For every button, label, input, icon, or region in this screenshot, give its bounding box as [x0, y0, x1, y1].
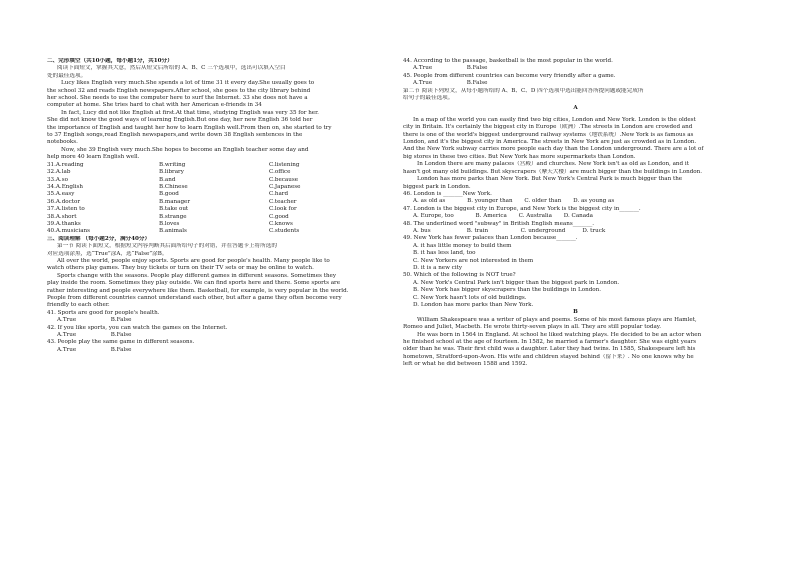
option-b[interactable]: B. train [466, 227, 489, 234]
option-b[interactable]: B.take out [159, 206, 189, 213]
option-c[interactable]: C.listening [269, 161, 300, 168]
cloze-line: help more 40 learn English well. [47, 154, 140, 161]
option-c[interactable]: C.knows [269, 220, 293, 227]
option-b[interactable]: B.Chinese [159, 183, 188, 190]
question-44: 44. According to the passage, basketball is the most popular in the world. [403, 58, 613, 64]
tf-options [47, 317, 392, 324]
option-false[interactable]: B.False [110, 332, 132, 339]
passage-line: All over the world, people enjoy sports. Sports are good for people's health. Many people like to [57, 257, 330, 264]
section3-part2-instruction-cont: 给句子的最佳选项。 [403, 95, 454, 102]
option-true[interactable]: A.True [413, 80, 433, 87]
option-a[interactable]: 39.A.thanks [47, 220, 81, 227]
cloze-option-row [47, 169, 392, 176]
option-a[interactable]: A. bus [413, 227, 431, 234]
cloze-line: Now, she 39 English very much.She hopes to become an English teacher some day and [61, 146, 309, 153]
tf-options [403, 80, 748, 87]
option-false[interactable]: B.False [110, 346, 132, 353]
option-true[interactable]: A.True [57, 317, 77, 324]
option-a[interactable]: 40.A.musicians [47, 228, 91, 235]
cloze-option-row [47, 206, 392, 213]
passage-line: there is one of the world's biggest underground railway systems（地铁系统）.New York is as famous as [403, 131, 694, 138]
question-42: 42. If you like sports, you can watch the games on the Internet. [47, 324, 228, 331]
passage-line: London, and it's the biggest city in America. The streets in New York are just as crowded as in London. [403, 139, 697, 146]
passage-b-label: B [573, 309, 578, 316]
q47-options [403, 213, 748, 220]
option-a[interactable]: A. New York's Central Park isn't bigger than the biggest park in London. [413, 279, 620, 286]
option-true[interactable]: A.True [413, 65, 433, 72]
option-a[interactable]: 36.A.doctor [47, 198, 81, 205]
option-b[interactable]: B.strange [159, 213, 187, 220]
option-d[interactable]: D. truck [582, 227, 606, 234]
question-49: 49. New York has fewer palaces than London because_______. [403, 235, 578, 242]
passage-line: In London there are many palaces（宫殿）and churches. New York isn't as old as London, and it [417, 161, 689, 168]
option-b[interactable]: B.and [159, 176, 176, 183]
option-true[interactable]: A.True [57, 332, 77, 339]
option-false[interactable]: B.False [466, 65, 488, 72]
cloze-option-row [47, 214, 392, 221]
option-false[interactable]: B.False [466, 80, 488, 87]
option-b[interactable]: B. younger than [467, 198, 513, 205]
section3-part1-instruction-cont: 对应选项涂黑，选“True”涂A，选“False”涂B。 [47, 250, 168, 257]
option-c[interactable]: C.teacher [269, 198, 297, 205]
option-c[interactable]: C.Japanese [269, 183, 301, 190]
option-c[interactable]: C.office [269, 169, 291, 176]
passage-line: In a map of the world you can easily find two big cities, London and New York. London is the oldest [413, 116, 696, 123]
cloze-option-row [47, 228, 392, 235]
option-a[interactable]: 33.A.so [47, 176, 68, 183]
option-c[interactable]: C.hard [269, 191, 289, 198]
left-column [47, 58, 392, 354]
option-a[interactable]: 32.A.lab [47, 169, 71, 176]
section3-part1-instruction: 第一节 阅读下面短文，根据短文内容判断其后面所给句子的对错，并在答题卡上将所选的 [57, 243, 277, 250]
option-d[interactable]: D. it is a new city [413, 264, 463, 271]
option-c[interactable]: C.good [269, 213, 289, 220]
question-41: 41. Sports are good for people's health. [47, 309, 160, 316]
section3-heading: 三、阅读理解 （每小题2分，满分40分） [47, 235, 151, 242]
question-46: 46. London is _______New York. [403, 190, 492, 197]
passage-line: He was born in 1564 in England. At school he liked watching plays. He decided to be an actor when [417, 331, 702, 338]
option-c[interactable]: C. underground [520, 227, 566, 234]
cloze-line: Lucy likes English very much.She spends a lot of time 31 it every day.She usually goes to [61, 80, 315, 87]
option-c[interactable]: C. Australia [518, 213, 552, 220]
option-b[interactable]: B. America [475, 213, 507, 220]
cloze-line: the importance of English and taught her how to learn English well.From then on, she started to try [47, 124, 332, 131]
option-d[interactable]: D. as young as [573, 198, 615, 205]
option-a[interactable]: A. Europe, too [413, 213, 454, 220]
passage-line: biggest park in London. [403, 183, 471, 190]
passage-line: Sports change with the seasons. People play different games in different seasons. Sometimes they [57, 272, 337, 279]
cloze-line: computer at home. She tries hard to chat with her American e-friends in 34 [47, 102, 262, 109]
question-45: 45. People from different countries can become very friendly after a game. [403, 72, 616, 79]
cloze-option-row [47, 221, 392, 228]
cloze-line: She did not know the good ways of learning English.But one day, her new English 36 told her [47, 117, 313, 124]
passage-a-label: A [573, 105, 578, 112]
section2-instruction: 阅读下面短文，掌握其大意，然后从短文后所给的 A、B、C 三个选项中，选出可以填入空白 [57, 65, 286, 72]
passage-line: watch others play games. They buy tickets or turn on their TV sets or may be online to watch. [47, 265, 314, 272]
passage-line: hasn't got many old buildings. But skyscrapers（摩天大楼）are much bigger than the buildings in London. [403, 168, 703, 175]
passage-line: People from different countries cannot understand each other, but after a game they often become very [47, 295, 342, 301]
passage-line: Romeo and Juliet, Macbeth. He wrote thirty-seven plays in all. They are still popular today. [403, 324, 661, 331]
passage-line: hometown, Stratford-upon-Avon. His wife and children stayed behind（留下来）. No one knows why he [403, 353, 694, 360]
passage-line: he finished school at the age of fourteen. In 1582, he married a farmer's daughter. She was eight years [403, 339, 697, 346]
cloze-option-row [47, 177, 392, 184]
passage-line: friendly to each other. [47, 302, 110, 309]
cloze-line: her school. She needs to use the computer here to surf the Internet. 33 she does not have a [47, 95, 308, 102]
option-c[interactable]: C.because [269, 176, 299, 183]
cloze-line: In fact, Lucy did not like English at first.At that time, studying English was very 35 for her. [61, 109, 319, 116]
option-a[interactable]: 38.A.short [47, 213, 77, 220]
right-column [403, 58, 748, 369]
q48-options [403, 228, 748, 235]
passage-line: city in Britain. It's certainly the biggest city in Europe（欧洲）.The streets in London are crowded and [403, 124, 693, 131]
option-a[interactable]: 31.A.reading [47, 161, 84, 168]
option-d[interactable]: D. Canada [563, 213, 594, 220]
cloze-line: notebooks. [47, 139, 78, 146]
option-a[interactable]: 35.A.easy [47, 191, 75, 198]
option-b[interactable]: B.animals [159, 228, 187, 235]
option-b[interactable]: B. New York has bigger skyscrapers than the buildings in London. [413, 287, 602, 294]
option-b[interactable]: B. it has less land, too [413, 250, 476, 257]
cloze-line: the school 32 and reads English newspapers.After school, she goes to the city library behind [47, 87, 311, 94]
question-43: 43. People play the same game in different seasons. [47, 339, 195, 346]
passage-line: left or what he did between 1588 and 1592. [403, 361, 528, 368]
question-47: 47. London is the biggest city in Europe, and New York is the biggest city in_______. [403, 205, 641, 212]
option-b[interactable]: B.good [159, 191, 179, 198]
option-d[interactable]: D. London has more parks than New York. [413, 302, 534, 308]
option-b[interactable]: B.manager [159, 198, 191, 205]
option-b[interactable]: B.loves [159, 220, 180, 227]
passage-line: London has more parks than New York. But New York's Central Park is much bigger than the [417, 176, 683, 183]
option-false[interactable]: B.False [110, 317, 132, 324]
cloze-line: to 37 English songs,read English newspapers,and write down 38 English sentences in the [47, 132, 303, 139]
option-true[interactable]: A.True [57, 346, 77, 353]
tf-options [403, 65, 748, 72]
question-50: 50. Which of the following is NOT true? [403, 272, 516, 279]
passage-line: William Shakespeare was a writer of plays and poems. Some of his most famous plays are Hamlet, [417, 316, 697, 323]
option-c[interactable]: C.students [269, 228, 300, 235]
passage-line: play inside the room. Sometimes they play outside. We can find sports here and there. Some sports are [47, 280, 341, 287]
section2-instruction-cont: 处的最佳选项。 [47, 72, 87, 79]
tf-options [47, 332, 392, 339]
option-c[interactable]: C. New York hasn't lots of old buildings. [413, 294, 527, 301]
question-48: 48. The underlined word "subway" in British English means_______. [403, 220, 595, 227]
cloze-option-row [47, 199, 392, 206]
cloze-option-row [47, 191, 392, 198]
cloze-option-row [47, 184, 392, 191]
passage-line: And the New York subway carries more people each day than the London underground. There are a lot of [403, 146, 704, 153]
option-a[interactable]: A. as old as [413, 198, 446, 205]
section3-part2-instruction: 第二节 阅读下列短文，从每小题所给的 A、B、C、D 四个选项中选出能回答所提问题或能完成所 [403, 87, 644, 94]
passage-line: older than he was. Their first child was a daughter. Later they had twins. In 1585, Shakespeare left his [403, 346, 696, 353]
option-b[interactable]: B.writing [159, 161, 186, 168]
option-a[interactable]: 34.A.English [47, 183, 84, 190]
section2-heading: 二、完形填空（共10小题，每小题1分，共10分） [47, 58, 173, 64]
option-c[interactable]: C.look for [269, 206, 297, 213]
option-c[interactable]: C. older than [524, 198, 562, 205]
option-c[interactable]: C. New Yorkers are not interested in them [413, 257, 534, 264]
passage-line: rather interesting and people everywhere like them. Basketball, for example, is very popular in the world. [47, 287, 349, 294]
passage-line: big stores in these two cities. But New York has more supermarkets than London. [403, 153, 636, 160]
cloze-option-row [47, 162, 392, 169]
option-a[interactable]: A. it has little money to build them [413, 242, 512, 249]
tf-options [47, 347, 392, 354]
option-a[interactable]: 37.A.listen to [47, 206, 85, 213]
option-b[interactable]: B.library [159, 169, 184, 176]
q46-options [403, 198, 748, 205]
